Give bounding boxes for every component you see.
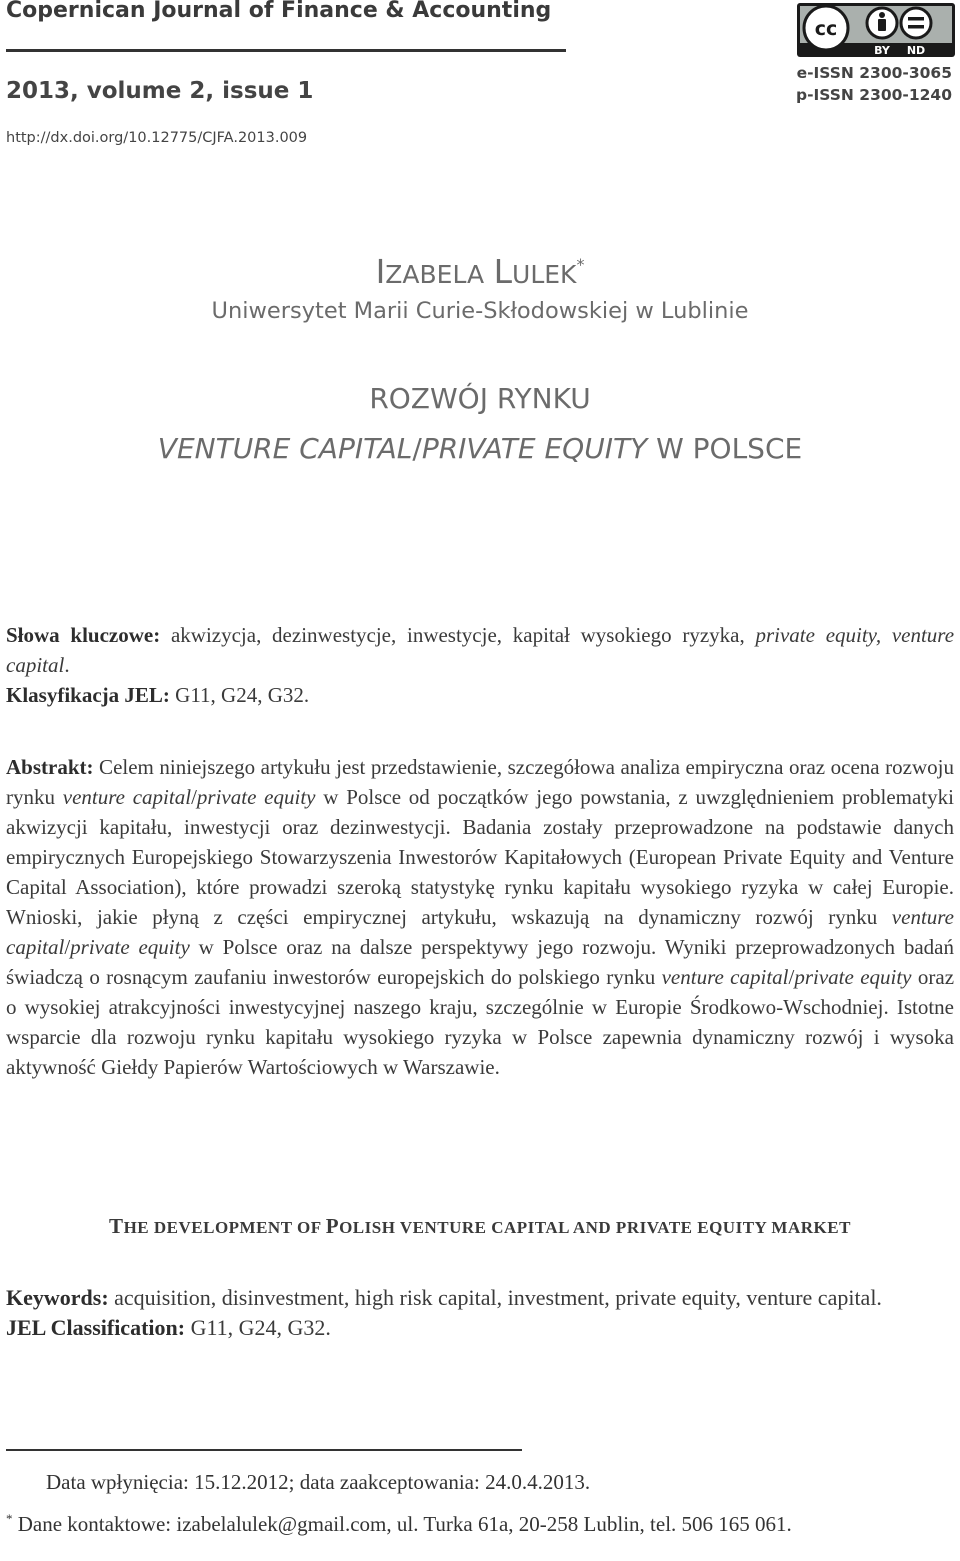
svg-text:ND: ND xyxy=(906,44,926,57)
footnote-contact: * Dane kontaktowe: izabelalulek@gmail.com, ul. Turka 61a, 20-258 Lublin, tel. 506 165 061. xyxy=(6,1511,792,1536)
footnote-divider xyxy=(6,1449,522,1451)
abstract-pl: Abstrakt: Celem niniejszego artykułu jest przedstawienie, szczegółowa analiza empiryczna oraz ocena rozwoju rynku venture capital/private equity w Polsce od początków jego powstania, z uwzględnieniem problematyki akwizycji kapitału, inwestycji oraz dezinwestycji. Badania zostały przeprowadzone na podstawie danych empirycznych Europejskiego Stowarzyszenia Inwestorów Kapitałowych (European Private Equity and Venture Capital Association), które prowadzi szeroką statystykę rynku kapitału wysokiego ryzyka w całej Europie. Wnioski, jakie płyną z części empirycznej artykułu, wskazują na dynamiczny rozwój rynku venture capital/private equity w Polsce oraz na dalsze perspektywy jego rozwoju. Wyniki przeprowadzonych badań świadczą o rosnącym zaufaniu inwestorów europejskich do polskiego rynku venture capital/private equity oraz o wysokiej atrakcyjności inwestycyjnej naszego kraju, szczególnie w Europie Środkowo-Wschodniej. Istotne wsparcie dla rozwoju rynku kapitału wysokiego ryzyka w Polsce zapewnia dynamiczny rozwój i wysoka aktywność Giełdy Papierów Wartościowych w Warszawie. xyxy=(6,755,955,1079)
article-title-line-1: ROZWÓJ RYNKU xyxy=(369,382,591,415)
keywords-pl: Słowa kluczowe: akwizycja, dezinwestycje, inwestycje, kapitał wysokiego ryzyka, private equity, venture capital. Klasyfikacja JEL: G11, G24, G32. xyxy=(6,623,955,707)
author-name: IZABELA LULEK* xyxy=(375,252,585,291)
journal-volume: 2013, volume 2, issue 1 xyxy=(6,78,314,104)
jel-pl-label: Klasyfikacja JEL: xyxy=(6,683,170,707)
jel-en-label: JEL Classification: xyxy=(6,1315,186,1340)
keywords-en-label: Keywords: xyxy=(6,1285,109,1310)
article-title-line-2: VENTURE CAPITAL/PRIVATE EQUITY W POLSCE xyxy=(157,432,803,465)
jel-en-codes: G11, G24, G32. xyxy=(185,1315,331,1340)
footnote-received-dates: Data wpłynięcia: 15.12.2012; data zaakceptowania: 24.0.4.2013. xyxy=(46,1470,591,1494)
cc-by-nd-license-icon[interactable] xyxy=(796,2,956,58)
abstract-label: Abstrakt: xyxy=(6,755,94,779)
jel-pl-codes: G11, G24, G32. xyxy=(169,683,310,707)
journal-title: Copernican Journal of Finance & Accounting xyxy=(6,0,552,23)
pissn: p-ISSN 2300-1240 xyxy=(795,86,952,104)
footnote-marker: * xyxy=(576,255,585,274)
english-title: THE DEVELOPMENT OF POLISH VENTURE CAPITAL AND PRIVATE EQUITY MARKET xyxy=(109,1214,851,1238)
doi-link[interactable]: http://dx.doi.org/10.12775/CJFA.2013.009 xyxy=(6,130,308,146)
keywords-en: Keywords: acquisition, disinvestment, high risk capital, investment, private equity, venture capital. JEL Classification: G11, G24, G32. xyxy=(6,1285,882,1340)
svg-text:cc: cc xyxy=(814,18,838,40)
eissn: e-ISSN 2300-3065 xyxy=(796,64,952,82)
keywords-pl-label: Słowa kluczowe: xyxy=(6,623,161,647)
header-divider xyxy=(6,49,566,52)
author-affiliation: Uniwersytet Marii Curie-Skłodowskiej w Lublinie xyxy=(211,298,749,324)
svg-text:BY: BY xyxy=(874,44,890,57)
